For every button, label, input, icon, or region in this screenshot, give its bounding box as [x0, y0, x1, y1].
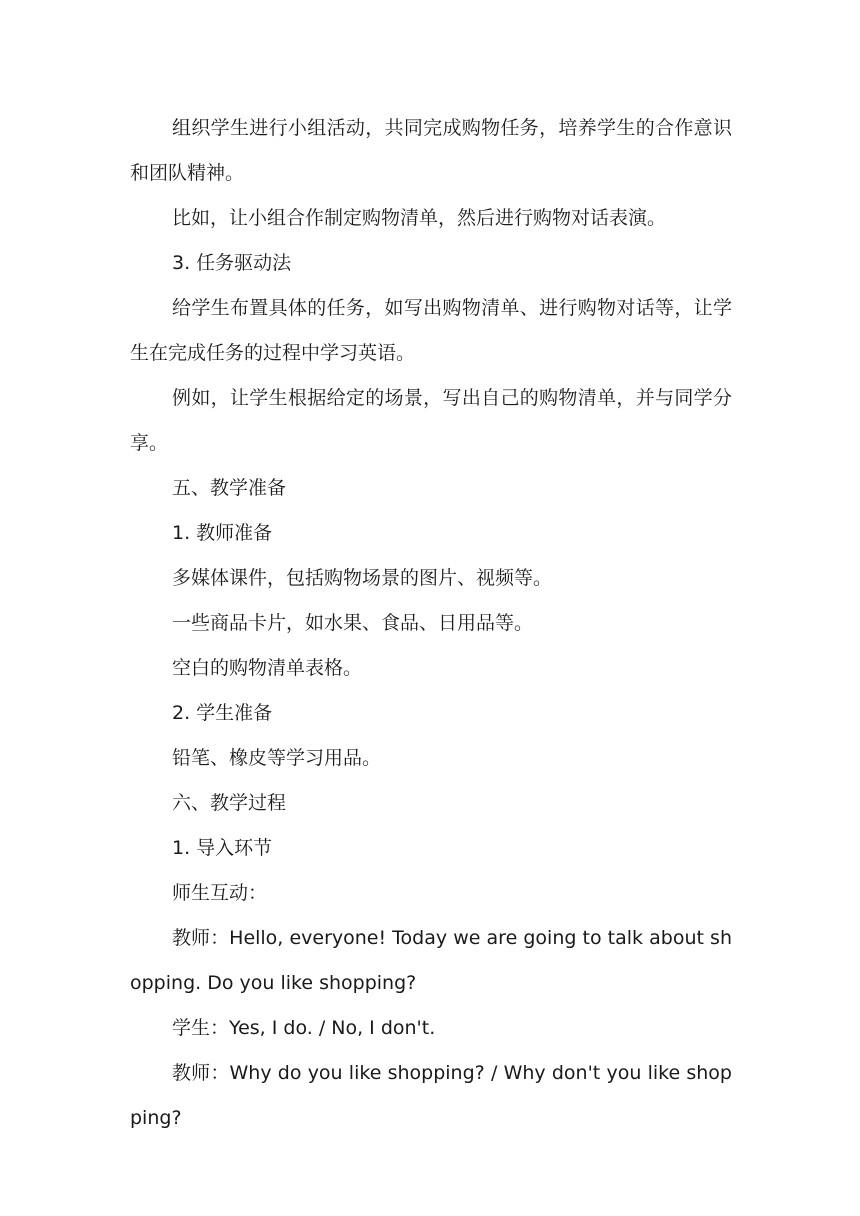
document-body: [130, 106, 732, 1141]
paragraph-example-scenario: 例如，让学生根据给定的场景，写出自己的购物清单，并与同学分享。: [130, 387, 732, 454]
heading-introduction: 1. 导入环节: [172, 837, 273, 859]
heading-student-preparation: 2. 学生准备: [172, 702, 273, 724]
paragraph-cooperative-activity: 组织学生进行小组活动，共同完成购物任务，培养学生的合作意识和团队精神。: [130, 117, 732, 184]
heading-task-driven-method: 3. 任务驱动法: [172, 252, 292, 274]
paragraph-stationery: 铅笔、橡皮等学习用品。: [172, 747, 382, 769]
paragraph-multimedia: 多媒体课件，包括购物场景的图片、视频等。: [172, 567, 553, 589]
dialogue-teacher-2: 教师：Why do you like shopping? / Why don't you like shopping?: [130, 1062, 732, 1129]
paragraph-assign-tasks: 给学生布置具体的任务，如写出购物清单、进行购物对话等，让学生在完成任务的过程中学习英语。: [130, 297, 732, 364]
heading-teacher-preparation: 1. 教师准备: [172, 522, 273, 544]
heading-teaching-preparation: 五、教学准备: [172, 477, 287, 499]
heading-teaching-process: 六、教学过程: [172, 792, 287, 814]
paragraph-interaction: 师生互动：: [172, 882, 268, 904]
paragraph-blank-list-form: 空白的购物清单表格。: [172, 657, 363, 679]
dialogue-teacher-1: 教师：Hello, everyone! Today we are going to talk about shopping. Do you like shopping?: [130, 927, 732, 994]
dialogue-student-1: 学生：Yes, I do. / No, I don't.: [172, 1017, 436, 1039]
paragraph-example-shopping-list: 比如，让小组合作制定购物清单，然后进行购物对话表演。: [172, 207, 667, 229]
paragraph-product-cards: 一些商品卡片，如水果、食品、日用品等。: [172, 612, 534, 634]
